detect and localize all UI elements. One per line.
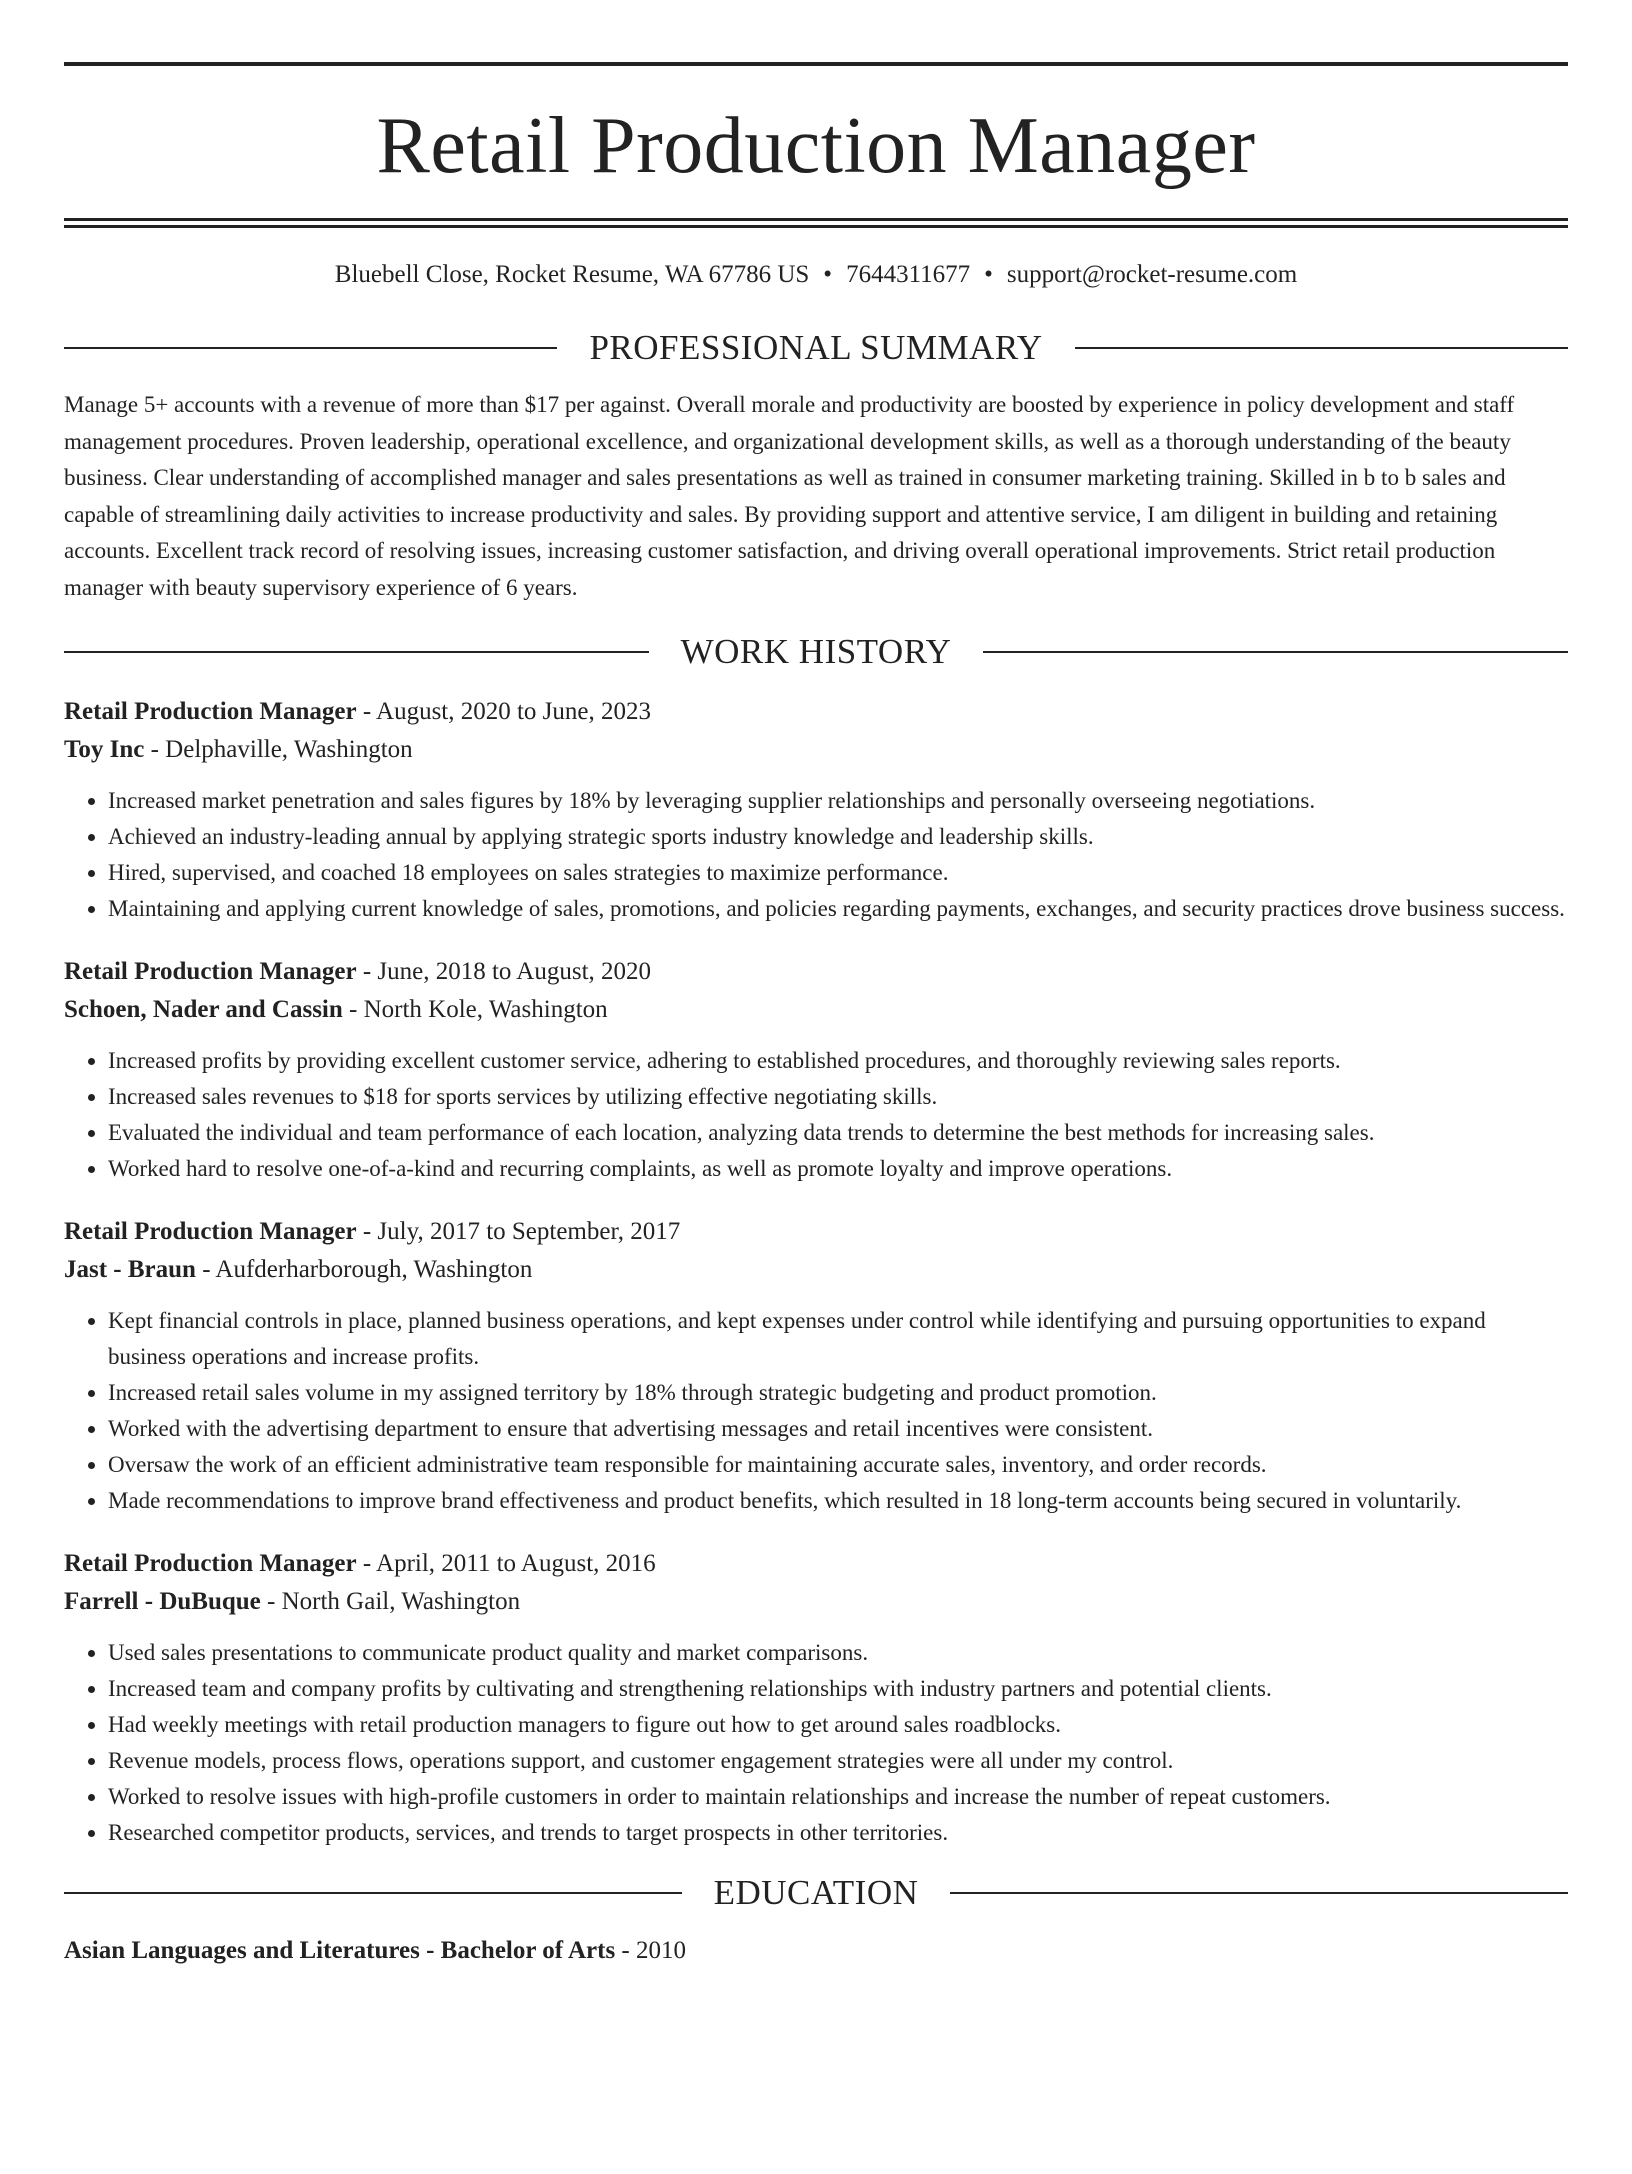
job-title-line: [64, 693, 1568, 731]
job-company-line: [64, 991, 1568, 1029]
section-rule-right: [1075, 347, 1568, 349]
job-bullet: • Increased sales revenues to $18 for sports services by utilizing effective negotiating skills.: [108, 1079, 1568, 1115]
job-bullet: • Evaluated the individual and team performance of each location, analyzing data trends to determine the best methods for increasing sales.: [108, 1115, 1568, 1151]
job-bullet: • Increased profits by providing excellent customer service, adhering to established procedures, and thoroughly reviewing sales reports.: [108, 1043, 1568, 1079]
job-bullet-list: [64, 1303, 1568, 1519]
job-entry: [64, 953, 1568, 1187]
job-bullet-list: [64, 1043, 1568, 1187]
job-dates: - June, 2018 to August, 2020: [356, 958, 652, 985]
job-bullet: • Increased team and company profits by cultivating and strengthening relationships with industry partners and potential clients.: [108, 1671, 1568, 1707]
education-entry: [64, 1932, 1568, 1970]
resume-title: Retail Production Manager: [376, 102, 1256, 190]
job-bullet: • Researched competitor products, services, and trends to target prospects in other territories.: [108, 1815, 1568, 1851]
section-header-work: [64, 634, 1568, 669]
section-title-work: WORK HISTORY: [680, 632, 952, 671]
job-bullet: • Maintaining and applying current knowledge of sales, promotions, and policies regarding payments, exchanges, and security practices drove business success.: [108, 891, 1568, 927]
job-bullet: • Worked to resolve issues with high-profile customers in order to maintain relationships and increase the number of repeat customers.: [108, 1779, 1568, 1815]
section-rule-left: [64, 651, 649, 653]
title-double-rule: [64, 218, 1568, 228]
section-header-education: [64, 1875, 1568, 1910]
section-header-summary: [64, 330, 1568, 365]
contact-line: [64, 260, 1568, 290]
job-bullet: • Oversaw the work of an efficient administrative team responsible for maintaining accurate sales, inventory, and order records.: [108, 1447, 1568, 1483]
job-entry: [64, 1213, 1568, 1519]
education-degree: Asian Languages and Literatures - Bachelor of Arts: [64, 1937, 616, 1964]
section-rule-right: [983, 651, 1568, 653]
job-company: Toy Inc: [64, 736, 145, 763]
job-dates: - April, 2011 to August, 2016: [356, 1550, 656, 1577]
job-bullet: • Worked hard to resolve one-of-a-kind and recurring complaints, as well as promote loyalty and improve operations.: [108, 1151, 1568, 1187]
job-bullet-list: [64, 1635, 1568, 1851]
section-title-education: EDUCATION: [713, 1873, 919, 1912]
job-entry: [64, 1545, 1568, 1851]
job-bullet-list: [64, 783, 1568, 927]
job-location: - North Gail, Washington: [260, 1588, 521, 1615]
job-bullet: • Used sales presentations to communicate product quality and market comparisons.: [108, 1635, 1568, 1671]
job-location: - North Kole, Washington: [342, 996, 608, 1023]
job-title: Retail Production Manager: [64, 1550, 357, 1577]
job-title-line: [64, 1213, 1568, 1251]
contact-phone: 7644311677: [846, 261, 971, 288]
job-bullet: • Made recommendations to improve brand effectiveness and product benefits, which resulted in 18 long-term accounts being secured in voluntarily.: [108, 1483, 1568, 1519]
job-bullet: • Kept financial controls in place, planned business operations, and kept expenses under control while identifying and pursuing opportunities to expand business operations and increase profits.: [108, 1303, 1568, 1375]
job-company: Farrell - DuBuque: [64, 1588, 261, 1615]
job-bullet: • Achieved an industry-leading annual by applying strategic sports industry knowledge and leadership skills.: [108, 819, 1568, 855]
job-title-line: [64, 1545, 1568, 1583]
job-location: - Aufderharborough, Washington: [195, 1256, 533, 1283]
job-entry: [64, 693, 1568, 927]
section-rule-left: [64, 1892, 682, 1894]
job-company-line: [64, 1583, 1568, 1621]
contact-address: Bluebell Close, Rocket Resume, WA 67786 US: [334, 261, 810, 288]
contact-email: support@rocket-resume.com: [1006, 261, 1298, 288]
job-company: Schoen, Nader and Cassin: [64, 996, 343, 1023]
job-title: Retail Production Manager: [64, 698, 357, 725]
job-bullet: • Revenue models, process flows, operations support, and customer engagement strategies were all under my control.: [108, 1743, 1568, 1779]
job-dates: - August, 2020 to June, 2023: [356, 698, 652, 725]
professional-summary-text: Manage 5+ accounts with a revenue of more than $17 per against. Overall morale and productivity are boosted by experience in policy development and staff management procedures. Proven leadership, operational excellence, and organizational development skills, as well as a thorough understanding of the beauty business. Clear understanding of accomplished manager and sales presentations as well as trained in consumer marketing training. Skilled in b to b sales and capable of streamlining daily activities to increase productivity and sales. By providing support and attentive service, I am diligent in building and retaining accounts. Excellent track record of resolving issues, increasing customer satisfaction, and driving overall operational improvements. Strict retail production manager with beauty supervisory experience of 6 years.: [64, 392, 1515, 600]
job-title: Retail Production Manager: [64, 1218, 357, 1245]
education-year: - 2010: [615, 1937, 686, 1964]
job-title-line: [64, 953, 1568, 991]
job-company-line: [64, 1251, 1568, 1289]
top-rule: [64, 62, 1568, 66]
job-bullet: • Had weekly meetings with retail production managers to figure out how to get around sales roadblocks.: [108, 1707, 1568, 1743]
contact-separator: •: [823, 261, 833, 288]
section-rule-right: [950, 1892, 1568, 1894]
job-location: - Delphaville, Washington: [144, 736, 413, 763]
job-bullet: • Hired, supervised, and coached 18 employees on sales strategies to maximize performance.: [108, 855, 1568, 891]
section-rule-left: [64, 347, 557, 349]
job-bullet: • Increased market penetration and sales figures by 18% by leveraging supplier relationships and personally overseeing negotiations.: [108, 783, 1568, 819]
resume-page: [0, 62, 1632, 2174]
job-bullet: • Increased retail sales volume in my assigned territory by 18% through strategic budgeting and product promotion.: [108, 1375, 1568, 1411]
job-bullet: • Worked with the advertising department to ensure that advertising messages and retail incentives were consistent.: [108, 1411, 1568, 1447]
section-title-summary: PROFESSIONAL SUMMARY: [589, 328, 1043, 367]
job-title: Retail Production Manager: [64, 958, 357, 985]
job-dates: - July, 2017 to September, 2017: [356, 1218, 681, 1245]
job-company-line: [64, 731, 1568, 769]
job-company: Jast - Braun: [64, 1256, 196, 1283]
contact-separator: •: [984, 261, 993, 288]
